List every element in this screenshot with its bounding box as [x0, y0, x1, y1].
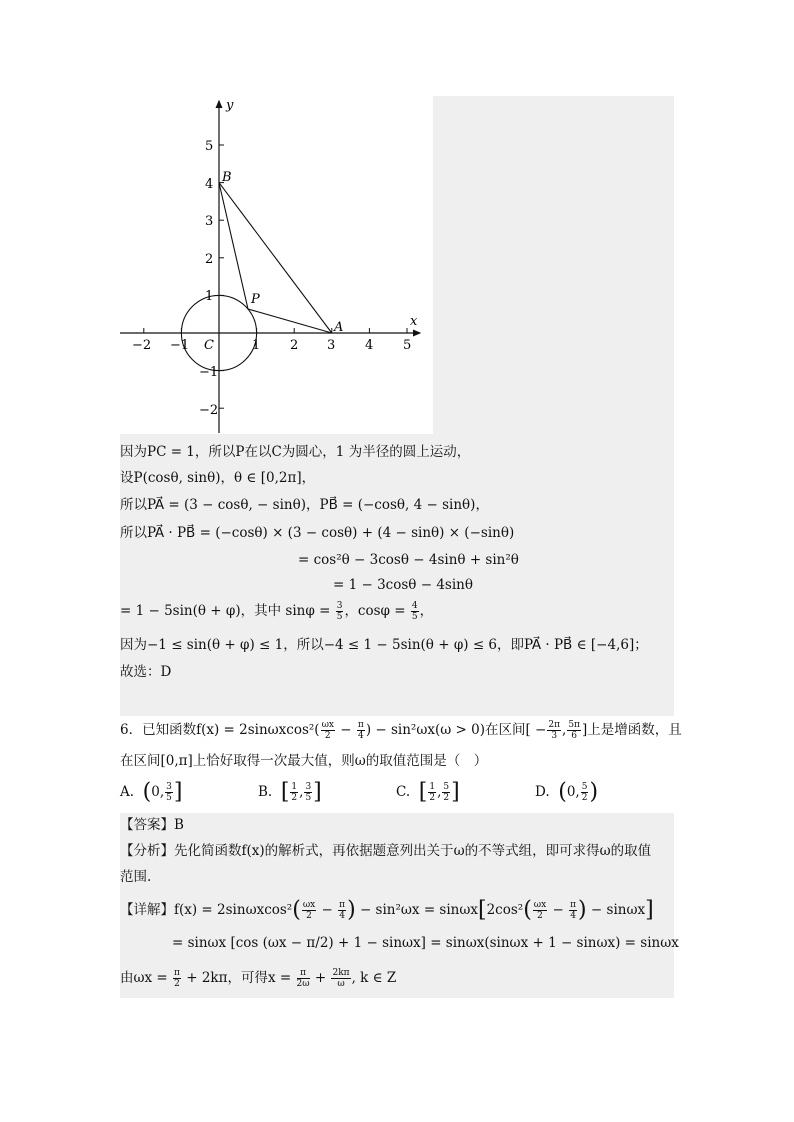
option-D[interactable]: D. (0, $\frac{5}{2}$ )	[535, 779, 599, 805]
point-label-A: A	[334, 320, 344, 335]
tick-y-neg2: −2	[199, 403, 219, 418]
tick-y-4: 4	[205, 177, 214, 192]
answer-line: 【答案】B	[120, 817, 184, 833]
solution-line-4: 所以PA⃗ · PB⃗ = (−cosθ) × (3 − cosθ) + (4 − sinθ) × (−sinθ)	[120, 525, 515, 541]
point-label-P: P	[251, 292, 260, 307]
solution-line-3: 所以PA⃗ = (3 − cosθ, − sinθ)，PB⃗ = (−cosθ, 4 − sinθ)，	[120, 497, 489, 513]
fraction-wx-2: $\frac{\omega x}{2}$	[321, 720, 334, 741]
solution-line-6: = 1 − 3cosθ − 4sinθ	[333, 577, 473, 593]
solution-line-7-c: ，	[419, 603, 434, 619]
coordinate-figure	[115, 95, 435, 440]
solution-line-7-a: = 1 − 5sin(θ + φ)，其中 sinφ =	[120, 603, 335, 619]
question-6-line-2: 在区间[0,π]上恰好取得一次最大值，则ω的取值范围是（ ）	[120, 753, 488, 769]
detail-line-3: 由ωx = $\frac{\pi}{2}$ + 2kπ，可得x = $\frac{\pi}{2\omega}$ + $\frac{2k\pi}{\omega}$ , k ∈ Z	[120, 968, 397, 989]
solution-line-7	[120, 601, 433, 622]
fraction-5pi-6: $\frac{5\pi}{6}$	[568, 720, 580, 741]
tick-y-1: 1	[205, 289, 214, 304]
point-label-B: B	[222, 170, 232, 185]
analysis-line-2: 范围.	[120, 869, 152, 885]
detail-line-2: = sinωx [cos (ωx − π/2) + 1 − sinωx] = sinωx(sinωx + 1 − sinωx) = sinωx	[172, 935, 679, 951]
point-label-C: C	[204, 338, 214, 353]
fraction-2pi-3: $\frac{2\pi}{3}$	[548, 720, 561, 741]
solution-line-7-b: ，cosφ =	[344, 603, 410, 619]
solution-line-2: 设P(cosθ, sinθ)，θ ∈ [0,2π]，	[120, 470, 316, 486]
solution-line-5: = cos²θ − 3cosθ − 4sinθ + sin²θ	[298, 552, 519, 568]
shaded-block-top-right	[433, 96, 674, 434]
tick-y-5: 5	[205, 139, 214, 154]
tick-x-3: 3	[327, 338, 336, 353]
tick-x-5: 5	[403, 338, 412, 353]
detail-line-1: 【详解】f(x) = 2sinωxcos²( $\frac{\omega x}{2}$ − $\frac{\pi}{4}$ ) − sin²ωx = sinωx[2cos²( $\frac{\omega x}{2}$ − $\frac{\pi}{4}$ ) − sinωx]	[120, 897, 654, 923]
option-B[interactable]: B. [ $\frac{1}{2}$ , $\frac{3}{5}$ ]	[258, 779, 322, 805]
fraction-pi-4: $\frac{\pi}{4}$	[357, 720, 364, 741]
option-C[interactable]: C. [ $\frac{1}{2}$ , $\frac{5}{2}$ ]	[396, 779, 460, 805]
tick-y-neg1: −1	[199, 365, 219, 380]
analysis-line-1: 【分析】先化简函数f(x)的解析式，再依据题意列出关于ω的不等式组，即可求得ω的取值	[120, 843, 652, 859]
tick-x-2: 2	[290, 338, 299, 353]
tick-y-2: 2	[205, 252, 214, 267]
solution-line-1: 因为PC = 1，所以P在以C为圆心，1 为半径的圆上运动，	[120, 444, 471, 460]
fraction-4-5: $\frac{4}{5}$	[411, 601, 418, 622]
solution-line-8: 因为−1 ≤ sin(θ + φ) ≤ 1，所以−4 ≤ 1 − 5sin(θ + φ) ≤ 6，即PA⃗ · PB⃗ ∈ [−4,6]；	[120, 637, 648, 653]
tick-y-3: 3	[205, 214, 214, 229]
question-6-line-1: 6．已知函数f(x) = 2sinωxcos²( $\frac{\omega x}{2}$ − $\frac{\pi}{4}$ ) − sin²ωx(ω > 0)在区间[ − $\frac{2\pi}{3}$ , $\frac{5\pi}{6}$ ]上是增函数，且	[120, 720, 682, 741]
tick-x-1: 1	[252, 338, 261, 353]
fraction-3-5: $\frac{3}{5}$	[336, 601, 343, 622]
tick-x-4: 4	[365, 338, 374, 353]
tick-x-neg1: −1	[170, 338, 190, 353]
solution-line-9: 故选：D	[120, 664, 172, 680]
option-A[interactable]: A. (0, $\frac{3}{5}$ ]	[120, 779, 183, 805]
segment-PA	[248, 309, 332, 333]
axis-label-y: y	[226, 98, 234, 113]
tick-x-neg2: −2	[132, 338, 152, 353]
axis-label-x: x	[410, 314, 418, 329]
